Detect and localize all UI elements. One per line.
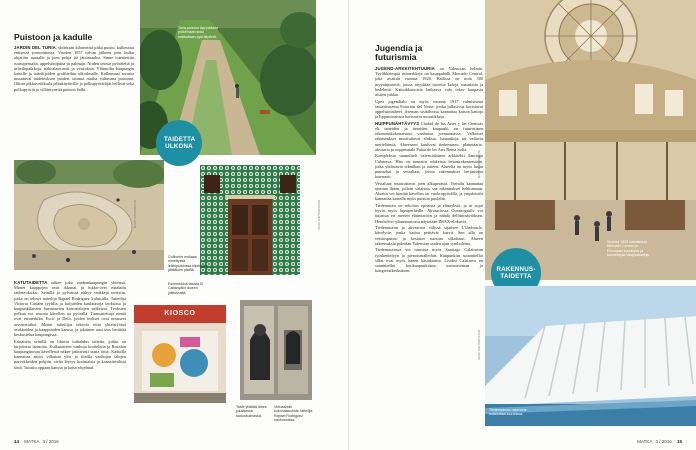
park-photo-caption: Turia-puiston läpi pääsee polkemaan koko matkaltaan pyöräilytietä. bbox=[178, 26, 219, 39]
gulliver-caption: Gulliverin mukaan nimettyssä leikkipuistossa kiipeilijän jättiläisen päällä. bbox=[168, 255, 207, 273]
kiosk-sign: KIOSCO bbox=[164, 310, 196, 317]
magazine-name: MATKA bbox=[637, 439, 653, 444]
highlight-text-6: Tiedemuseossa voi tutustua myös Santiago Calatravan työskentelyyn ja pienoismalleihin. Kaupunkiin suunnitellut sillat ovat myös hänen käsialaansa. Lisäksi Calatrava on suunnitellut kotikaupunkiinsa metroaseman ja kongressikeskuksen. bbox=[375, 247, 483, 274]
right-page bbox=[348, 0, 696, 450]
science-museum-image bbox=[485, 286, 696, 426]
page-title: Puistoon ja kadulle bbox=[14, 32, 93, 42]
page-footer bbox=[14, 439, 59, 444]
highlight-text-3: Vesialtaat muistuttavat joen alkuperästä. Vierailu kannattaa ajoittaa iltaan, jolloin valaistus saa rakennukset hehkumaan. Aluetta voi kiertää kävellen tai vuokrapyörällä, ja ympäristöä kannattaa katsella myös puiston puolelta. bbox=[375, 180, 483, 202]
market-caption: Vuonna 1928 valmistunut Mercado Central on Euroopan suurimpia ja kauneimpia kauppahalleja. bbox=[607, 240, 650, 258]
jugend-text: on Valencian helmiä. Tyylikkäimpiä esimerkkejä on kauppahalli Mercado Central, joka avattiin vuonna 1928. Hallissa on noin 300 myyntipistettä, joissa myydään tuoreita kaloja, mausteita ja hedelmiä. Kattoikkunoista lankeava valo tekee kaupasta aistien juhlaa. bbox=[375, 66, 483, 98]
tiled-facade-photo bbox=[200, 165, 300, 275]
city-of-arts-photo bbox=[485, 286, 696, 426]
jugend-text-2: Upea jugendtalo on myös vuonna 1917 valmistunut rautatieasema Estación del Norte, jonka julkisivua koristavat appelsiiniaiheet. Aseman sisätiloissa kannattaa katsoa kattoja ja lipputoimistoa koristavia mosaiikkeja. bbox=[375, 98, 483, 120]
page-number: 15 bbox=[676, 439, 682, 444]
highlight-text-2: Kompleksin suunnitteli valencialainen arkkitehti Santiago Calatrava. Hän on tunnettu rohkeista betonirakenteistaan, jotka yhdistävät tekniikan ja taiteen. Alueella on myös laajat puutarhat ja vesialtaat, joissa rakennukset heijastuvat komeasti. bbox=[375, 153, 483, 180]
badge-label: TAIDETTA ULKONA bbox=[164, 136, 196, 150]
intro-lead: JARDÍN DEL TURIA bbox=[14, 45, 56, 50]
photo-credit: KUVA: SHUTTERSTOCK bbox=[318, 200, 321, 230]
intro-column bbox=[14, 45, 134, 177]
intro-text: , yhdeksän kilometriä pitkä puisto, kulkeutuu entisessä joenuomassa. Vuoden 1957 tulvan jälkeen joen kulku ohjattiin muualle ja joen pohja jäi jättömaaksi. Sinne toteutettiin ruusupensaita, appelsiinipuita ja palmuja. Niiden seassa pyöräteitä ja urheilupaikkoja, näköalaterassit ja veistoksia. Ylätasolta kaupungin katuille ja taiteilijoiden graffiteihin ulkoilmalle. Kulkumaat sorassa muuttuvat taideteoksen puiden, tainnut muilta valtavana puistona. Ohitse pikkuveikkuila jalkakäytäville ja polkupyöräilijät hellivät sekä polkupyöriä ja villiintyneitä puiston halki. bbox=[14, 45, 134, 92]
mural-caption: Virtuaalisiin kokonaisuuksiin taiteilija Rapael Rodriguez nautinnoissa. bbox=[274, 405, 313, 423]
magazine-name: MATKA bbox=[24, 439, 40, 444]
highlight-lead: HUIPPUNÄHTÄVYYS bbox=[375, 120, 420, 126]
issue-number: 3 / 2016 bbox=[655, 439, 672, 444]
street-art-lead: KATUTAIDETTA bbox=[14, 280, 48, 285]
kiosk-image bbox=[134, 305, 226, 403]
kiosk-caption: Taide yllättää lähes jokaisessa kadunkulmassa. bbox=[236, 405, 267, 418]
badge-label: RAKENNUS-TAIDETTA bbox=[496, 266, 536, 280]
kiosk-photo bbox=[134, 305, 226, 403]
mural-image bbox=[240, 300, 312, 400]
mural-photo bbox=[240, 300, 312, 400]
street-art-text-2: Erinäisiin seinillä on lihavia tuikahdus taiteita, joihin on kirjoitettu tarinoita. Kulkutaiteen vanhoja kortteleita ja Ruzafan kaupunginosaa kävellessä näkee jatkuvasti uusia töitä. Kaduilla kannattaa myös vilkaista ylös ja tiiailla vanhojen talojen parvekkeiden pohjiin, sieltä löytyy kotimaisia ja kansainvälisiä töitä. Tutustu oppaan kanssa ja katso ohjelmat. bbox=[14, 338, 126, 370]
gulliver-playground-photo bbox=[14, 160, 164, 270]
photo-credit: KUVAT: ISTOCKPHOTO bbox=[478, 150, 481, 179]
city-caption: Tiedemuseon rakennus muistuttaa luurankoa. bbox=[489, 408, 527, 417]
jugend-lead: JUGEND-ARKKITEHTUURIA bbox=[375, 66, 435, 71]
photo-credit: KUVAT: ISTOCKPHOTO bbox=[134, 200, 137, 229]
facade-image bbox=[200, 165, 300, 275]
architecture-column bbox=[375, 66, 483, 428]
street-art-column bbox=[14, 280, 126, 430]
issue-number: 3 / 2016 bbox=[42, 439, 59, 444]
market-hall-image bbox=[485, 0, 696, 280]
street-art-text: näkee joka vanhankaupungin yhteissä. Monet kauppojen ovat ikkunat ja lukko-ovet maalattu taideteoksiksi. Seinillä ja pylväissä näkyy vinkkejä teoksiin, jotka on tehnyt taiteilija Rapael Rodriguez kulutsalla. Taiteilija Victoria Cariaen tyylilla ja kurjueden kaulatasoja teoksissa ja kaupunkilaisten hurmaavien kerrostalojen sulkeissa. Teoksien polkua voi seurata kävellen tai pyörällä. Tunnustettuja nimiä ovat esimerkiksi Escif ja Deih, joiden teokset ovat nousseet arvostetuiksi. Monet taiteilijat tekevät töitä yhteistyössä asukkaiden ja kauppiaiden kanssa, ja jokainen uusi teos herättää keskustelua kaupungissa. bbox=[14, 280, 126, 338]
facade-caption: Esimerkkinä talosta El Cabanyalin alueen julkisivusta. bbox=[168, 282, 204, 295]
page-footer bbox=[637, 439, 682, 444]
highlight-text: Ciudad de las Artes y las Ciencias eli taiteiden ja tieteiden kaupunki on futuristinen rakennuskokonaisuus vanhassa joenuomassa. Valkoiset rakennukset muistuttavat aluksia, luurankoja tai valtavia merieläimiä. Alueeseen kuuluvat tiedemuseo, planetaario, akvaario ja oopperatalo Palau de les Arts Reina Sofía. bbox=[375, 120, 483, 152]
page-number: 14 bbox=[14, 439, 20, 444]
gulliver-image bbox=[14, 160, 164, 270]
highlight-text-4: Tiedemuseo on sekoitus opetusta ja elämyksiä, ja se sopii hyvin myös lapsiperheille. Akvaariossa Oceanogràfic voi tutustua eri merien eläimistöön ja nähdä delfiininäytöksen. Hemisfèric-planetaariossa näytetään IMAX-elokuvia. bbox=[375, 203, 483, 224]
mercado-central-photo bbox=[485, 0, 696, 280]
photo-credit: KUVA: SHUTTERSTOCK bbox=[478, 330, 481, 360]
highlight-text-5: Tiedemuseon ja akvaarion välissä sijaitsee L'Umbracle, kävelytie, jonka kattoa peittävät kasvit. Sen alla on veistospuisto ja kesäisin suosittu ulkobaari. Alueen rakennuksia pidetään Valencian uuden ajan symboleina. bbox=[375, 225, 483, 246]
page-title: Jugendia ja futurismia bbox=[375, 43, 423, 63]
